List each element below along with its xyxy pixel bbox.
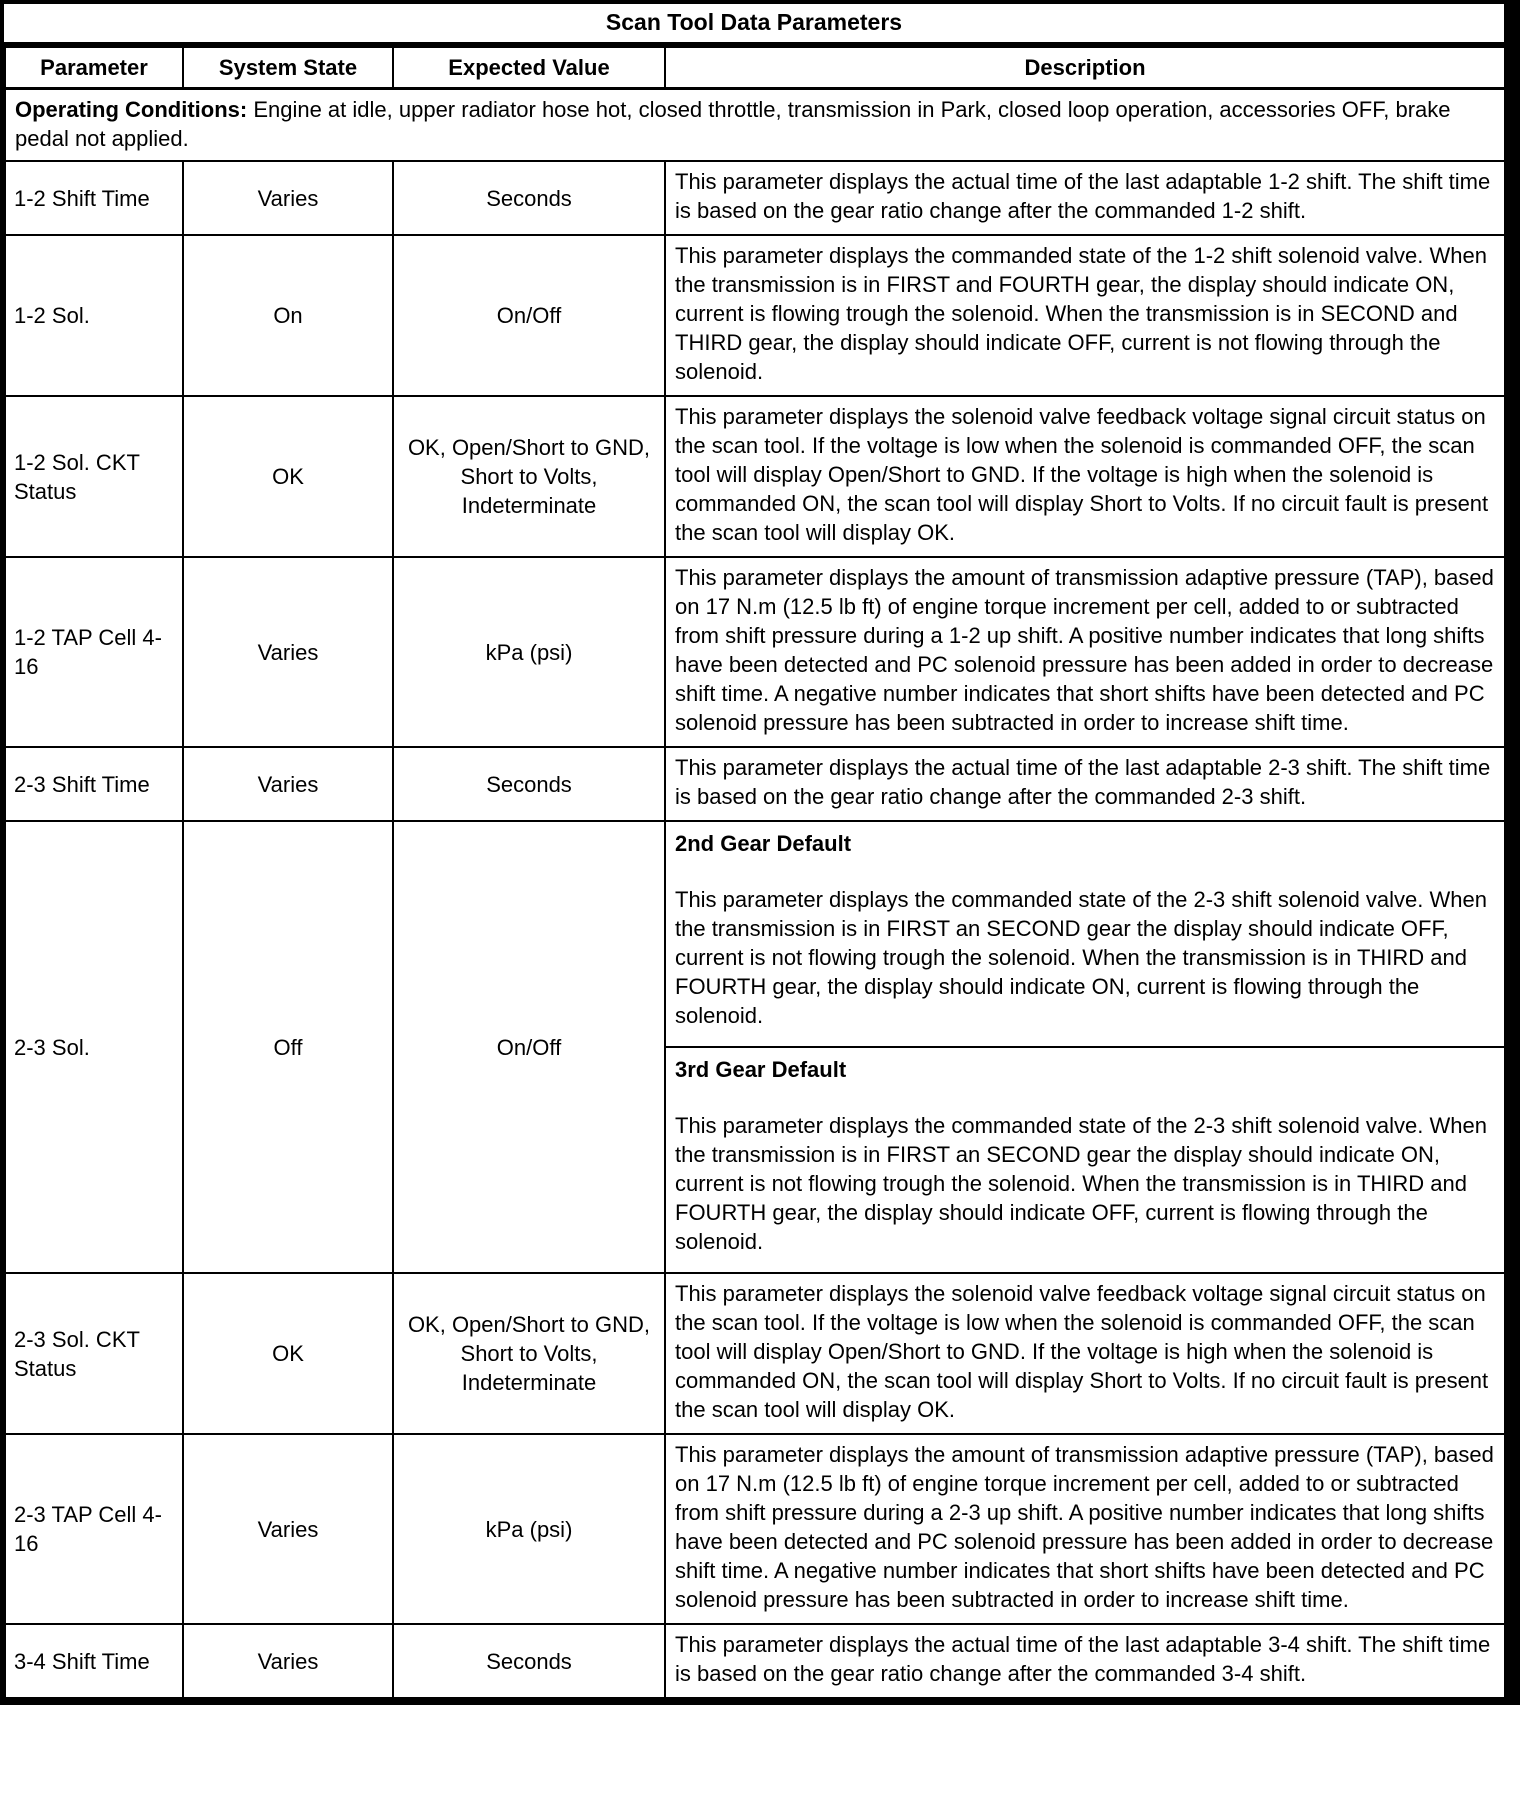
parameter-cell: 1-2 Shift Time: [5, 161, 183, 235]
page-title: Scan Tool Data Parameters: [4, 4, 1504, 46]
parameter-cell: 2-3 Sol.: [5, 821, 183, 1273]
system-state-cell: Varies: [183, 1434, 393, 1624]
description-subsection-2nd-gear: [666, 822, 1504, 1046]
expected-value-cell: kPa (psi): [393, 1434, 665, 1624]
system-state-cell: Varies: [183, 747, 393, 821]
expected-value-cell: Seconds: [393, 1624, 665, 1698]
system-state-cell: OK: [183, 1273, 393, 1434]
expected-value-cell: OK, Open/Short to GND, Short to Volts, Indeterminate: [393, 396, 665, 557]
expected-value-cell: On/Off: [393, 821, 665, 1273]
description-cell: This parameter displays the amount of transmission adaptive pressure (TAP), based on 17 N.m (12.5 lb ft) of engine torque increment per cell, added to or subtracted from shift pressure during a 1-2 up shift. A positive number indicates that long shifts have been detected and PC solenoid pressure has been added in order to decrease shift time. A negative number indicates that short shifts have been detected and PC solenoid pressure has been subtracted in order to increase shift time.: [665, 557, 1505, 747]
header-row: [5, 47, 1505, 89]
description-subsection-3rd-gear: [666, 1046, 1504, 1272]
parameter-cell: 2-3 TAP Cell 4-16: [5, 1434, 183, 1624]
subsection-heading: 2nd Gear Default: [675, 831, 852, 856]
description-cell: This parameter displays the solenoid valve feedback voltage signal circuit status on the scan tool. If the voltage is low when the solenoid is commanded OFF, the scan tool will display Open/Short to GND. If the voltage is high when the solenoid is commanded ON, the scan tool will display Short to Volts. If no circuit fault is present the scan tool will display OK.: [665, 1273, 1505, 1434]
description-cell: This parameter displays the commanded state of the 1-2 shift solenoid valve. When the transmission is in FIRST and FOURTH gear, the display should indicate ON, current is flowing trough the solenoid. When the transmission is in SECOND and THIRD gear, the display should indicate OFF, current is not flowing through the solenoid.: [665, 235, 1505, 396]
table-row-1-2-sol: [5, 235, 1505, 396]
expected-value-cell: kPa (psi): [393, 557, 665, 747]
scan-tool-parameters-table: [4, 46, 1506, 1699]
col-header-system-state: System State: [183, 47, 393, 89]
table-row-2-3-shift-time: [5, 747, 1505, 821]
table-row-1-2-tap-cell-4-16: [5, 557, 1505, 747]
system-state-cell: Varies: [183, 1624, 393, 1698]
parameter-cell: 1-2 TAP Cell 4-16: [5, 557, 183, 747]
parameter-cell: 3-4 Shift Time: [5, 1624, 183, 1698]
operating-conditions-label: Operating Conditions:: [15, 97, 248, 122]
table-row-2-3-sol-ckt-status: [5, 1273, 1505, 1434]
operating-conditions-text: Engine at idle, upper radiator hose hot, closed throttle, transmission in Park, closed loop operation, accessories OFF, brake pedal not applied.: [15, 97, 1451, 151]
description-cell: This parameter displays the actual time of the last adaptable 2-3 shift. The shift time is based on the gear ratio change after the commanded 2-3 shift.: [665, 747, 1505, 821]
system-state-cell: OK: [183, 396, 393, 557]
subsection-heading: 3rd Gear Default: [675, 1057, 847, 1082]
expected-value-cell: Seconds: [393, 161, 665, 235]
system-state-cell: Off: [183, 821, 393, 1273]
operating-conditions-cell: [5, 89, 1505, 162]
operating-conditions-row: [5, 89, 1505, 162]
description-cell: This parameter displays the actual time of the last adaptable 1-2 shift. The shift time is based on the gear ratio change after the commanded 1-2 shift.: [665, 161, 1505, 235]
table-row-3-4-shift-time: [5, 1624, 1505, 1698]
col-header-expected-value: Expected Value: [393, 47, 665, 89]
table-row-2-3-tap-cell-4-16: [5, 1434, 1505, 1624]
table-row-1-2-sol-ckt-status: [5, 396, 1505, 557]
table-row-1-2-shift-time: [5, 161, 1505, 235]
table-row-2-3-sol: [5, 821, 1505, 1273]
expected-value-cell: Seconds: [393, 747, 665, 821]
subsection-text: This parameter displays the commanded state of the 2-3 shift solenoid valve. When the transmission is in FIRST an SECOND gear the display should indicate OFF, current is not flowing trough the solenoid. When the transmission is in THIRD and FOURTH gear, the display should indicate ON, current is flowing through the solenoid.: [675, 887, 1487, 1028]
description-cell: This parameter displays the actual time of the last adaptable 3-4 shift. The shift time is based on the gear ratio change after the commanded 3-4 shift.: [665, 1624, 1505, 1698]
col-header-description: Description: [665, 47, 1505, 89]
expected-value-cell: OK, Open/Short to GND, Short to Volts, Indeterminate: [393, 1273, 665, 1434]
expected-value-cell: On/Off: [393, 235, 665, 396]
system-state-cell: Varies: [183, 161, 393, 235]
parameter-cell: 2-3 Shift Time: [5, 747, 183, 821]
description-cell: This parameter displays the amount of transmission adaptive pressure (TAP), based on 17 N.m (12.5 lb ft) of engine torque increment per cell, added to or subtracted from shift pressure during a 2-3 up shift. A positive number indicates that long shifts have been detected and PC solenoid pressure has been added in order to decrease shift time. A negative number indicates that short shifts have been detected and PC solenoid pressure has been subtracted in order to increase shift time.: [665, 1434, 1505, 1624]
parameter-cell: 1-2 Sol. CKT Status: [5, 396, 183, 557]
description-cell: This parameter displays the solenoid valve feedback voltage signal circuit status on the scan tool. If the voltage is low when the solenoid is commanded OFF, the scan tool will display Open/Short to GND. If the voltage is high when the solenoid is commanded ON, the scan tool will display Short to Volts. If no circuit fault is present the scan tool will display OK.: [665, 396, 1505, 557]
system-state-cell: On: [183, 235, 393, 396]
parameter-cell: 1-2 Sol.: [5, 235, 183, 396]
col-header-parameter: Parameter: [5, 47, 183, 89]
system-state-cell: Varies: [183, 557, 393, 747]
parameter-cell: 2-3 Sol. CKT Status: [5, 1273, 183, 1434]
subsection-text: This parameter displays the commanded state of the 2-3 shift solenoid valve. When the transmission is in FIRST an SECOND gear the display should indicate ON, current is not flowing trough the solenoid. When the transmission is in THIRD and FOURTH gear, the display should indicate OFF, current is flowing through the solenoid.: [675, 1113, 1487, 1254]
description-cell: [665, 821, 1505, 1273]
